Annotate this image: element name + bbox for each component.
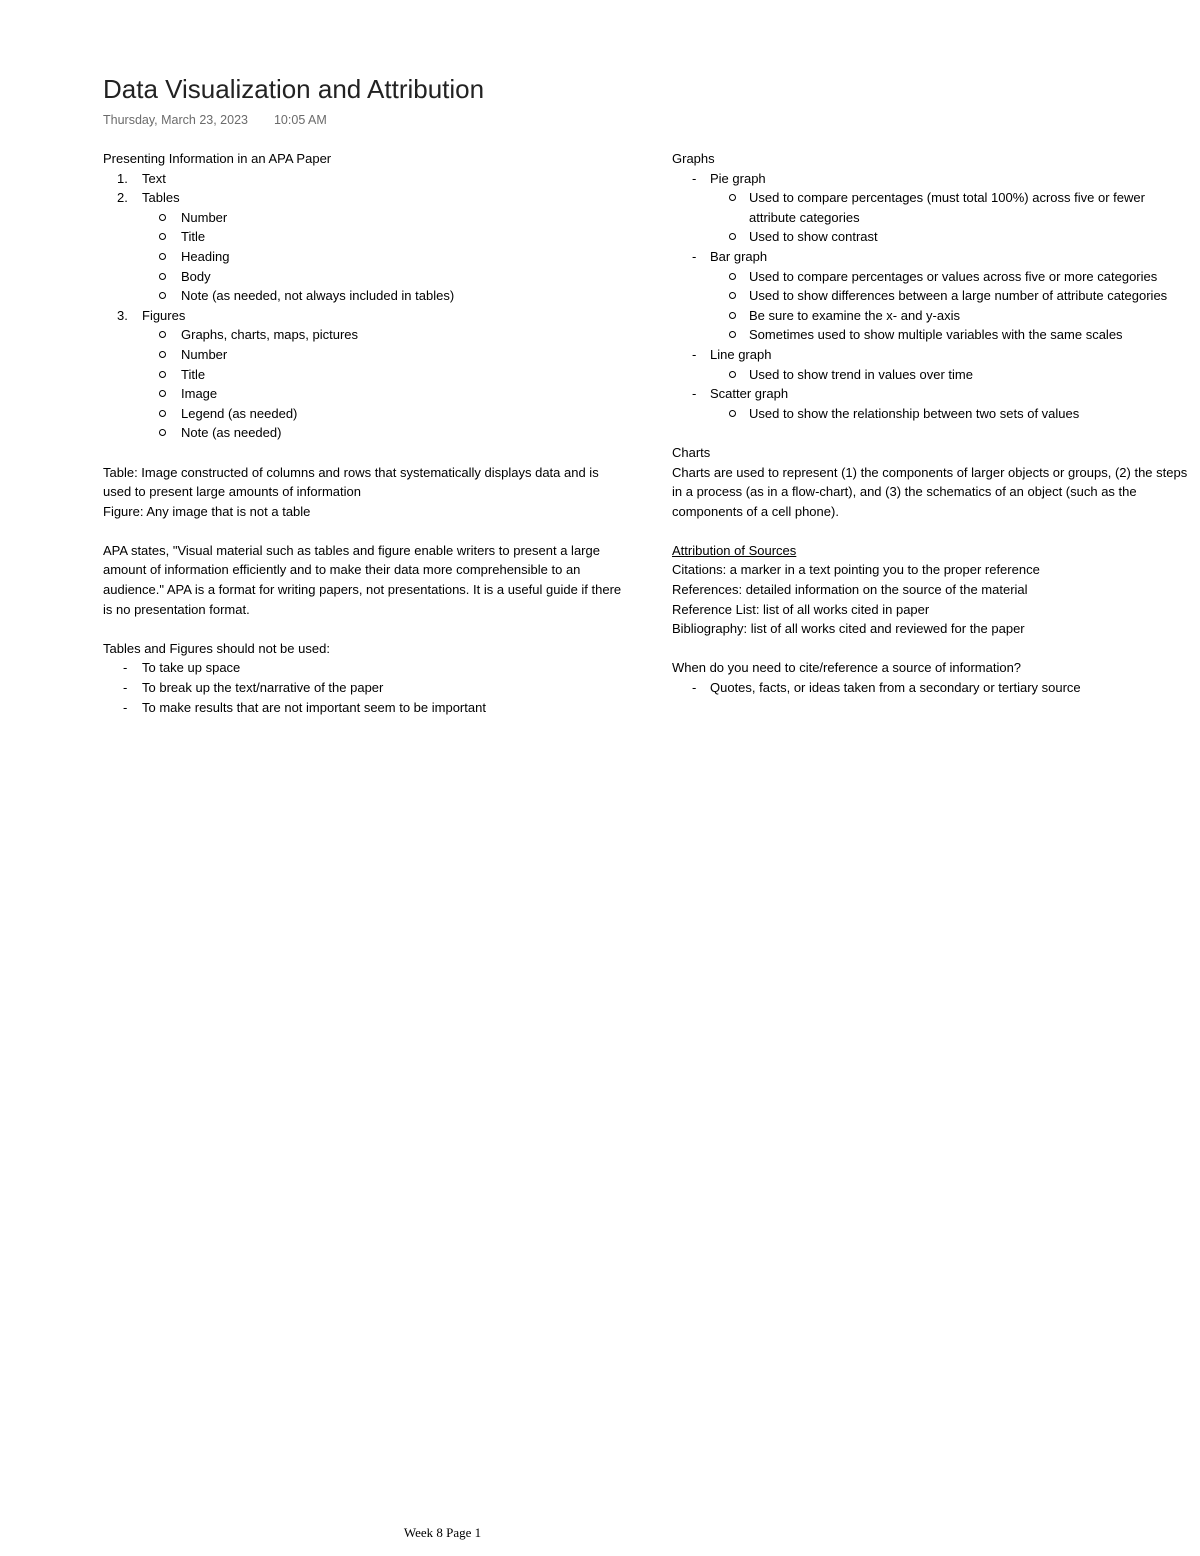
bibliography-definition: Bibliography: list of all works cited and reviewed for the paper xyxy=(672,621,1025,637)
right-column xyxy=(672,149,1194,698)
bullet-dash-icon: - xyxy=(123,660,128,676)
bullet-circle-icon xyxy=(159,214,166,221)
bullet-circle-icon xyxy=(159,351,166,358)
sub-list-item: Used to show the relationship between two sets of values xyxy=(672,404,1194,424)
list-number: 1. xyxy=(117,170,128,186)
figure-definition: Figure: Any image that is not a table xyxy=(103,503,311,519)
bullet-circle-icon xyxy=(159,233,166,240)
sub-list-item: Graphs, charts, maps, pictures xyxy=(103,325,628,345)
left-column xyxy=(103,149,628,717)
bullet-dash-icon: - xyxy=(123,699,128,715)
cite-question: When do you need to cite/reference a source of information? xyxy=(672,660,1022,676)
page-meta xyxy=(103,111,327,129)
bullet-circle-icon xyxy=(729,194,736,201)
sub-list-item: Note (as needed, not always included in tables) xyxy=(103,286,628,306)
list-item-label: Figures xyxy=(142,307,186,323)
citations-definition: Citations: a marker in a text pointing you to the proper reference xyxy=(672,562,1040,578)
list-item-label: Text xyxy=(142,170,166,186)
page-date: Thursday, March 23, 2023 xyxy=(103,113,248,127)
bullet-circle-icon xyxy=(159,253,166,260)
bullet-circle-icon xyxy=(729,331,736,338)
sub-list-item: Be sure to examine the x- and y-axis xyxy=(672,306,1194,326)
bullet-dash-icon: - xyxy=(692,170,697,186)
sub-list-item: Body xyxy=(103,267,628,287)
apa-quote: APA states, "Visual material such as tables and figure enable writers to present a large amount of information efficiently and to make their data more comprehensible to an audience." APA is a format for writing papers, not presentations. It is a useful guide if there is no presentation format. xyxy=(103,542,622,617)
bullet-circle-icon xyxy=(159,331,166,338)
section-heading-graphs: Graphs xyxy=(672,151,715,166)
dash-list-item: - To break up the text/narrative of the paper xyxy=(103,678,628,698)
bullet-circle-icon xyxy=(159,292,166,299)
bullet-dash-icon: - xyxy=(692,346,697,362)
bullet-dash-icon: - xyxy=(692,680,697,696)
charts-description: Charts are used to represent (1) the components of larger objects or groups, (2) the steps in a process (as in a flow-chart), and (3) the schematics of an object (such as the components of a cell phone). xyxy=(672,464,1188,519)
bullet-circle-icon xyxy=(159,371,166,378)
bullet-circle-icon xyxy=(159,429,166,436)
list-item xyxy=(103,169,628,189)
bullet-circle-icon xyxy=(159,390,166,397)
page-footer: Week 8 Page 1 xyxy=(403,1525,482,1540)
sub-list-item: Image xyxy=(103,384,628,404)
sub-list-item: Sometimes used to show multiple variables with the same scales xyxy=(672,325,1194,345)
not-used-heading: Tables and Figures should not be used: xyxy=(103,640,330,656)
dash-list-item: - To make results that are not important seem to be important xyxy=(103,698,628,718)
sub-list-item: Title xyxy=(103,227,628,247)
dash-list-item: - Line graph xyxy=(672,345,1194,365)
bullet-circle-icon xyxy=(729,273,736,280)
bullet-dash-icon: - xyxy=(692,386,697,402)
page-title: Data Visualization and Attribution xyxy=(103,74,485,104)
sub-list-item: Used to compare percentages or values across five or more categories xyxy=(672,267,1194,287)
sub-list-item: Heading xyxy=(103,247,628,267)
reference-list-definition: Reference List: list of all works cited in paper xyxy=(672,601,930,617)
sub-list-item: Used to show contrast xyxy=(672,227,1194,247)
references-definition: References: detailed information on the source of the material xyxy=(672,582,1028,598)
list-item xyxy=(103,306,628,326)
bullet-circle-icon xyxy=(159,410,166,417)
page-time: 10:05 AM xyxy=(273,113,327,127)
dash-list-item: - Quotes, facts, or ideas taken from a secondary or tertiary source xyxy=(672,678,1194,698)
section-heading-presenting: Presenting Information in an APA Paper xyxy=(103,151,332,166)
dash-list-item: - Pie graph xyxy=(672,169,1194,189)
bullet-circle-icon xyxy=(729,292,736,299)
sub-list-item: Used to show differences between a large number of attribute categories xyxy=(672,286,1194,306)
bullet-circle-icon xyxy=(729,410,736,417)
sub-list-item: Used to show trend in values over time xyxy=(672,365,1194,385)
sub-list-item: Number xyxy=(103,345,628,365)
list-item-label: Tables xyxy=(142,190,180,206)
dash-list-item: - Scatter graph xyxy=(672,384,1194,404)
bullet-dash-icon: - xyxy=(123,680,128,696)
dash-list-item: - Bar graph xyxy=(672,247,1194,267)
sub-list-item: Used to compare percentages (must total 100%) across five or fewer attribute categories xyxy=(672,188,1194,227)
sub-list-item: Note (as needed) xyxy=(103,423,628,443)
list-number: 2. xyxy=(117,190,128,206)
sub-list-item: Title xyxy=(103,365,628,385)
bullet-circle-icon xyxy=(729,371,736,378)
list-number: 3. xyxy=(117,307,128,323)
bullet-circle-icon xyxy=(729,312,736,319)
sub-list-item: Number xyxy=(103,208,628,228)
dash-list-item: - To take up space xyxy=(103,658,628,678)
sub-list-item: Legend (as needed) xyxy=(103,404,628,424)
list-item xyxy=(103,188,628,208)
bullet-dash-icon: - xyxy=(692,248,697,264)
bullet-circle-icon xyxy=(729,233,736,240)
section-heading-charts: Charts xyxy=(672,444,711,460)
section-heading-attribution: Attribution of Sources xyxy=(672,542,797,558)
table-definition: Table: Image constructed of columns and rows that systematically displays data and is used to present large amounts of information xyxy=(103,464,599,500)
bullet-circle-icon xyxy=(159,273,166,280)
